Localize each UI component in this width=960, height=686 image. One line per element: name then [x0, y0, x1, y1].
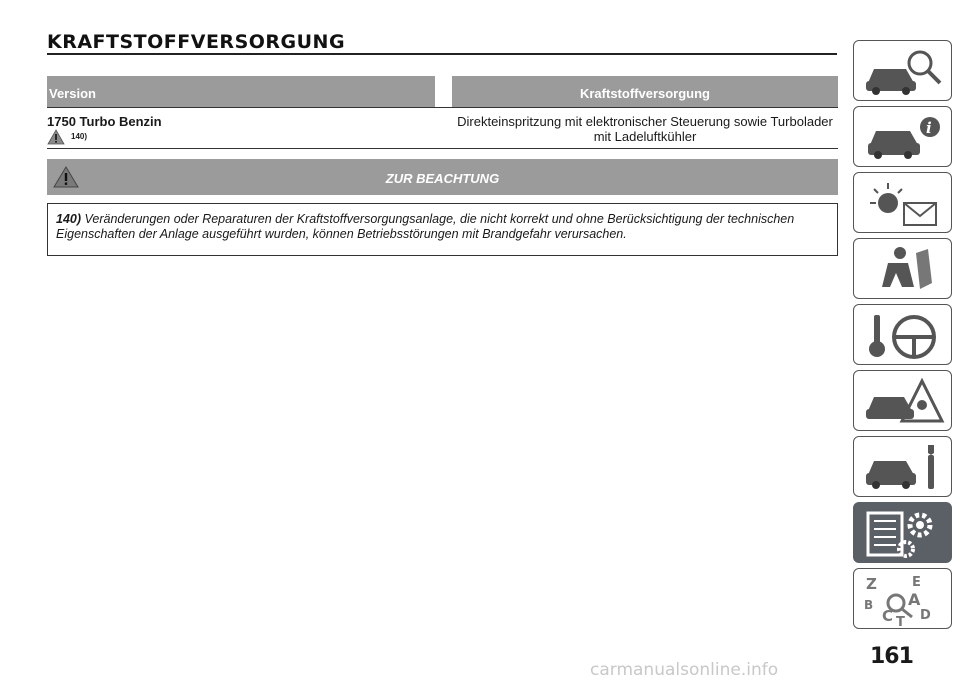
tab-index[interactable] [853, 568, 952, 629]
index-letter: C [882, 607, 894, 625]
car-maintenance-icon [862, 441, 948, 495]
warning-lights-icon [862, 177, 948, 231]
technical-data-icon [862, 507, 948, 561]
title-divider [47, 53, 837, 55]
table-header-fuel-supply: Kraftstoffversorgung [452, 76, 838, 107]
tab-safety[interactable] [853, 238, 952, 299]
breakdown-triangle-icon [862, 375, 948, 429]
tab-car-info[interactable] [853, 106, 952, 167]
car-search-icon [862, 45, 948, 99]
row-divider [47, 148, 838, 149]
notice-box [47, 203, 838, 256]
steering-key-icon [862, 309, 948, 363]
cell-fuel-supply: Direkteinspritzung mit elektronischer Steuerung sowie Turbolader mit Ladeluftkühler [457, 114, 833, 144]
tab-warning-lights[interactable] [853, 172, 952, 233]
index-letter: B [864, 598, 874, 612]
index-letter: Z [866, 575, 877, 593]
index-letter: E [912, 575, 921, 590]
notice-heading: ZUR BEACHTUNG [385, 171, 500, 186]
alphabetical-index-icon [862, 573, 948, 627]
watermark: carmanualsonline.info [590, 660, 779, 680]
warning-icon [47, 129, 65, 145]
tab-car-search[interactable] [853, 40, 952, 101]
section-title: KRAFTSTOFFVERSORGUNG [47, 31, 346, 53]
header-divider [47, 107, 838, 108]
tab-emergency[interactable] [853, 370, 952, 431]
tab-starting-driving[interactable] [853, 304, 952, 365]
cell-version: 1750 Turbo Benzin [47, 114, 162, 129]
tab-technical-data[interactable] [853, 502, 952, 563]
notice-header [47, 159, 838, 195]
header-label-version: Version [49, 86, 96, 101]
notice-ref: 140) [56, 212, 82, 226]
index-letter: A [908, 590, 921, 609]
seat-safety-icon [862, 243, 948, 297]
notice-text: Veränderungen oder Reparaturen der Kraftstoffversorgungsanlage, die nicht korrekt und ohne Berücksichtigung der technischen Eigenschaften der Anlage ausgeführt wurden, können Betriebsstörungen mit Brandgefahr verursachen. [56, 212, 795, 241]
table-header-version [47, 76, 435, 107]
note-reference: 140) [71, 132, 88, 141]
tab-maintenance[interactable] [853, 436, 952, 497]
car-info-icon [862, 111, 948, 165]
index-letter: D [920, 608, 931, 623]
index-letter: T [896, 615, 905, 627]
svg-text:i: i [926, 119, 932, 137]
page-number: 161 [870, 644, 913, 669]
